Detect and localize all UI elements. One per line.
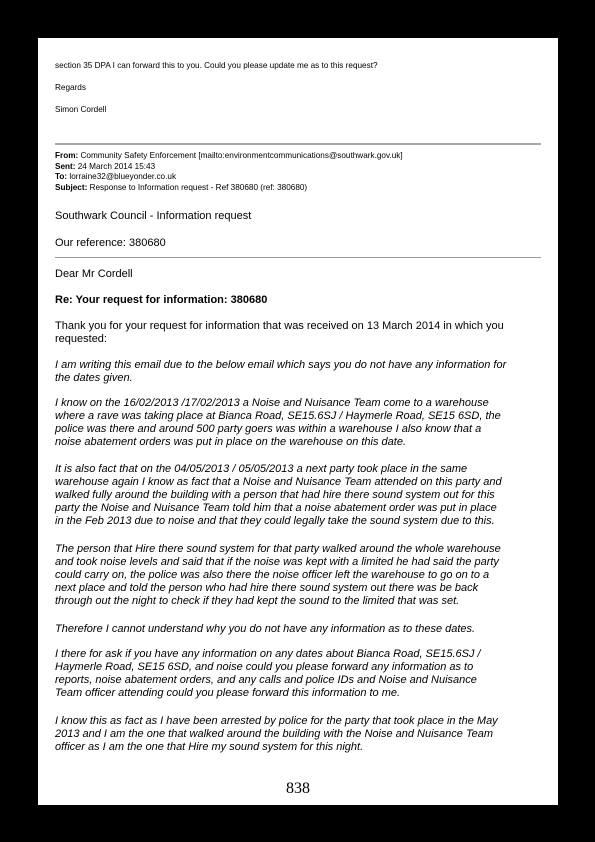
quoted-line: noise abatement orders was put in place on the warehouse on this date. <box>55 435 407 448</box>
quoted-line: police was there and around 500 party goers was within a warehouse I also know that a <box>55 422 482 435</box>
quoted-line: through out the night to check if they had kept the sound to the limited that was set. <box>55 594 460 607</box>
subject-value: Response to Information request - Ref 380680 (ref: 380680) <box>89 182 308 192</box>
page-number: 838 <box>286 780 310 797</box>
top-note-line: section 35 DPA I can forward this to you. Could you please update me as to this request? <box>55 61 378 70</box>
quoted-line: and took noise levels and said that if the noise was kept with a limited he had said the party <box>55 555 499 568</box>
sent-value: 24 March 2014 15:43 <box>77 161 156 171</box>
document-page <box>38 38 558 805</box>
quoted-line: I know on the 16/02/2013 /17/02/2013 a Noise and Nuisance Team come to a warehouse <box>55 397 489 409</box>
quoted-line: next place and told the person who had hire there sound system out there was be back <box>55 581 479 594</box>
quoted-paragraph <box>55 623 555 636</box>
quoted-paragraph <box>55 397 555 449</box>
quoted-line: Therefore I cannot understand why you do not have any information as to these dates. <box>55 623 476 635</box>
quoted-line: I know this as fact as I have been arrested by police for the party that took place in the May <box>55 715 498 727</box>
quoted-line: reports, noise abatement orders, and any calls and police IDs and Noise and Nuisance <box>55 673 477 686</box>
quoted-paragraph <box>55 715 555 754</box>
quoted-line: party the Noise and Nuisance Team told him that a noise abatement order was put in place <box>55 501 497 514</box>
body-divider <box>55 257 541 258</box>
quoted-paragraph <box>55 648 555 700</box>
intro-line: requested: <box>55 332 107 345</box>
reference: Our reference: 380680 <box>55 237 166 249</box>
quoted-paragraph <box>55 543 555 608</box>
quoted-line: officer as I am the one that Hire my sound system for this night. <box>55 740 364 753</box>
quoted-line: in the Feb 2013 due to noise and that they could legally take the sound system due to this. <box>55 514 495 527</box>
council-title: Southwark Council - Information request <box>55 210 252 222</box>
sent-label: Sent: <box>55 161 76 171</box>
quoted-line: walked fully around the building with a person that had hire there sound system out for this <box>55 488 495 501</box>
quoted-line: Team officer attending could you please forward this information to me. <box>55 686 401 699</box>
quoted-line: where a rave was taking place at Bianca Road, SE15.6SJ / Haymerle Road, SE15 6SD, the <box>55 409 501 422</box>
quoted-line: I there for ask if you have any information on any dates about Bianca Road, SE15.6SJ / <box>55 648 481 660</box>
email-header <box>55 151 555 193</box>
quoted-line: warehouse again I know as fact that a Noise and Nuisance Team attended on this party and <box>55 475 502 488</box>
quoted-line: I am writing this email due to the below email which says you do not have any information for <box>55 359 507 371</box>
intro-paragraph <box>55 320 555 346</box>
re-line: Re: Your request for information: 380680 <box>55 294 268 306</box>
to-value: lorraine32@blueyonder.co.uk <box>69 172 177 182</box>
quoted-line: 2013 and I am the one that walked around the building with the Noise and Nuisance Team <box>55 727 494 740</box>
to-label: To: <box>55 172 68 182</box>
from-label: From: <box>55 151 79 160</box>
from-value: Community Safety Enforcement [mailto:environmentcommunications@southwark.gov.uk] <box>80 151 403 160</box>
subject-label: Subject: <box>55 182 88 192</box>
regards: Regards <box>55 83 86 92</box>
signature: Simon Cordell <box>55 105 107 114</box>
intro-line: Thank you for your request for information that was received on 13 March 2014 in which you <box>55 320 504 332</box>
quoted-line: could carry on, the police was also there the noise officer left the warehouse to go on to a <box>55 568 490 581</box>
quoted-line: It is also fact that on the 04/05/2013 / 05/05/2013 a next party took place in the same <box>55 463 468 475</box>
quoted-line: Haymerle Road, SE15 6SD, and noise could you please forward any information as to <box>55 660 474 673</box>
quoted-paragraph <box>55 359 555 385</box>
quoted-paragraph <box>55 463 555 528</box>
header-divider <box>55 143 541 145</box>
quoted-line: the dates given. <box>55 371 133 384</box>
greeting: Dear Mr Cordell <box>55 268 133 280</box>
quoted-line: The person that Hire there sound system for that party walked around the whole warehouse <box>55 543 501 555</box>
